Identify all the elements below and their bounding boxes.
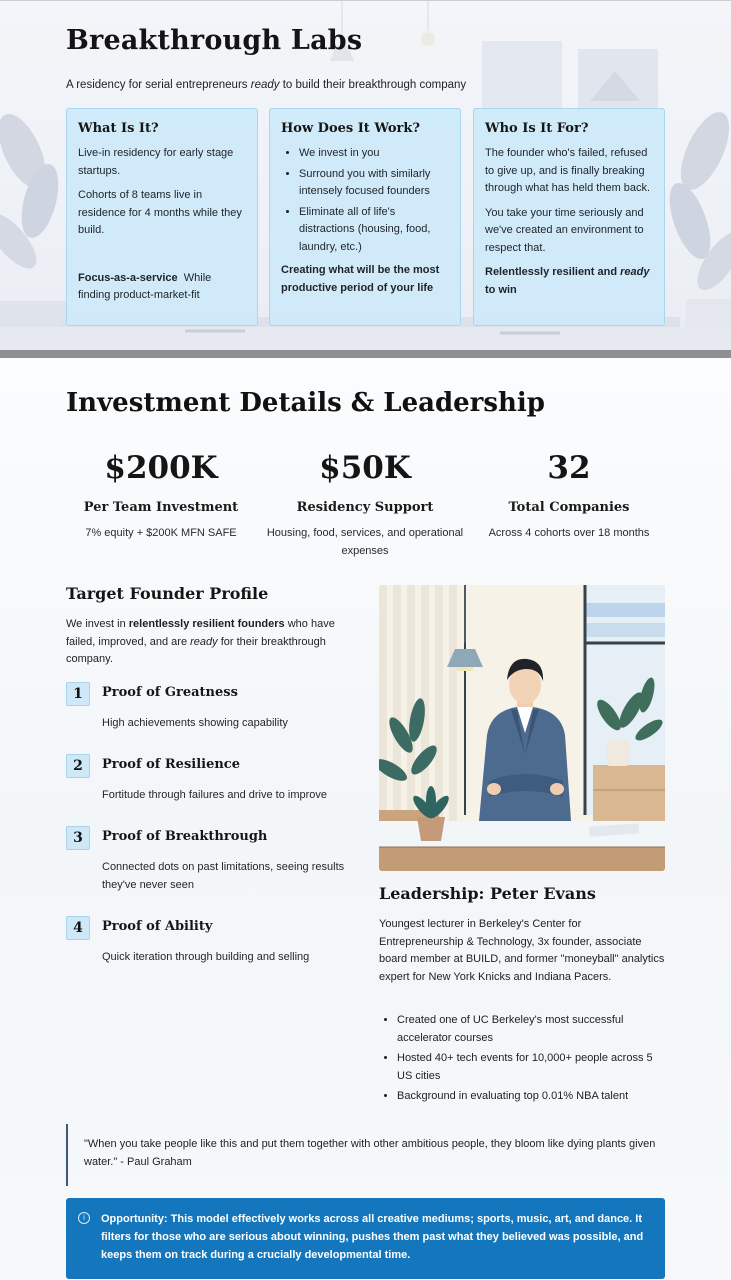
leadership-bio: Youngest lecturer in Berkeley's Center for Entrepreneurship & Technology, 3x founder, associate board member at BUILD, and former "moneyball" analytics expert for New York Knicks and Indiana Pacers. [379,918,665,983]
proof-number-badge: 4 [66,916,90,940]
leadership-highlight-item: • Created one of UC Berkeley's most successful accelerator courses [397,1012,665,1047]
callout-label: Opportunity: [101,1213,168,1225]
card-list-item: • Eliminate all of life's distractions (housing, food, laundry, etc.) [299,204,449,257]
stat-value: $50K [319,450,411,486]
intro-text-tail: for their breakthrough company. [66,635,326,665]
proof-description: Quick iteration through building and selling [102,951,310,963]
section-title: Investment Details & Leadership [66,388,545,418]
proof-description: Fortitude through failures and drive to improve [102,789,328,801]
hero-subtitle [66,79,466,91]
card-paragraph: Cohorts of 8 teams live in residence for 4 months while they build. [78,189,242,236]
proof-title: Proof of Breakthrough [102,829,268,844]
card-how-does-it-work [269,108,461,326]
card-list-item: • We invest in you [299,145,449,163]
card-highlight [281,262,449,297]
leadership-highlights [379,1012,665,1109]
stat-label: Per Team Investment [83,500,239,515]
proof-number-badge: 2 [66,754,90,778]
card-who-is-it-for [473,108,665,326]
stat-label: Total Companies [508,500,630,515]
stat-residency-support [265,448,465,560]
card-what-is-it [66,108,258,326]
stat-description: 7% equity + $200K MFN SAFE [85,527,237,539]
card-list-item: • Surround you with similarly intensely focused founders [299,166,449,201]
card-paragraph: You take your time seriously and we've created an environment to respect that. [485,206,644,254]
card-title: How Does It Work? [281,121,421,136]
proof-number-badge: 1 [66,682,90,706]
proof-description: High achievements showing capability [102,717,288,729]
stat-description: Housing, food, services, and operational expenses [266,527,464,557]
card-highlight-text: While finding product-market-fit [78,271,212,301]
profile-title: Target Founder Profile [66,584,269,603]
stat-total-companies [469,448,669,542]
profile-intro [66,616,356,669]
section-divider [0,350,731,358]
investment-section [0,358,731,1280]
hero-section [0,0,731,352]
info-icon: i [78,1212,90,1224]
stat-value: 32 [547,450,591,486]
intro-text-mid: who have failed, improved, and are [66,618,335,648]
stat-team-investment [61,448,261,542]
card-highlight-strong: Focus-as-a-service [78,271,178,284]
proof-number-badge: 3 [66,826,90,850]
card-title: What Is It? [78,121,159,136]
stat-label: Residency Support [296,500,434,515]
card-highlight-emphasis: ready [620,266,650,278]
opportunity-callout [66,1198,665,1279]
subtitle-emphasis: ready [250,79,280,91]
card-highlight [78,270,246,305]
leadership-title: Leadership: Peter Evans [379,884,596,903]
card-highlight-strong-tail: to win [485,283,517,296]
card-paragraph: The founder who's failed, refused to give up, and is finally breaking through what has held them back. [485,147,651,194]
card-list [281,145,449,256]
stat-description: Across 4 cohorts over 18 months [488,527,650,539]
proof-title: Proof of Resilience [102,757,240,772]
intro-emphasis: ready [190,635,218,648]
intro-text: We invest in [66,618,129,630]
card-highlight-strong: Creating what will be the most productive period of your life [281,264,440,294]
proof-description: Connected dots on past limitations, seeing results they've never seen [102,861,345,891]
intro-strong: relentlessly resilient founders [128,618,285,630]
card-title: Who Is It For? [485,121,589,136]
leadership-highlight-item: • Background in evaluating top 0.01% NBA talent [397,1088,665,1106]
page-title: Breakthrough Labs [66,25,363,56]
callout-text: This model effectively works across all creative mediums; sports, music, art, and dance. It filters for those who are serious about winning, pushes them past what they believed was possible, and keeps them on track during a crucially developmental time. [101,1213,644,1261]
proof-title: Proof of Greatness [102,685,238,700]
subtitle-text: A residency for serial entrepreneurs [66,79,251,91]
card-highlight [485,264,653,299]
subtitle-text-tail: to build their breakthrough company [279,79,467,91]
card-highlight-strong: Relentlessly resilient and [485,266,621,278]
proof-title: Proof of Ability [102,919,213,934]
portrait-image [379,585,665,871]
leader-portrait-illustration [379,585,665,871]
card-paragraph: Live-in residency for early stage startups. [78,147,234,177]
leadership-highlight-item: • Hosted 40+ tech events for 10,000+ people across 5 US cities [397,1050,665,1085]
paul-graham-quote: "When you take people like this and put them together with other ambitious people, they bloom like dying plants given water." - Paul Graham [66,1124,666,1186]
stat-value: $200K [104,450,218,486]
